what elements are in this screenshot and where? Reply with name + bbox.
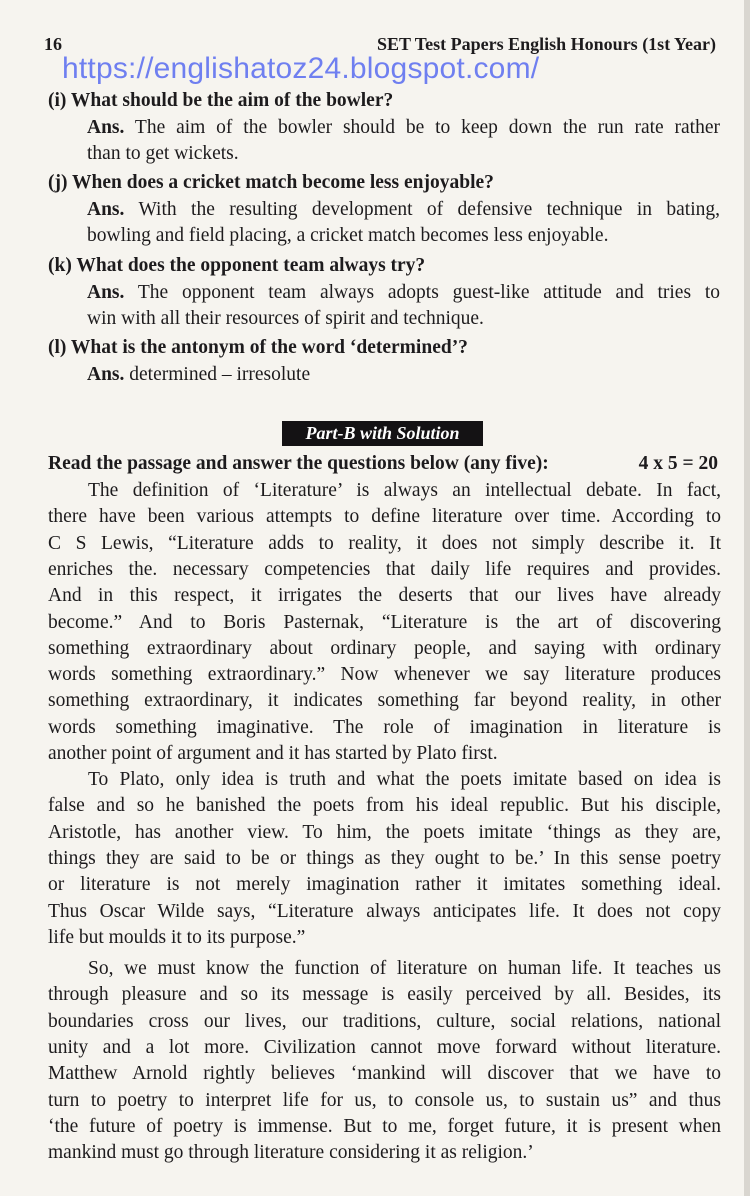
passage-line: Matthew Arnold rightly believes ‘mankind will discover that we have to <box>48 1063 721 1085</box>
question: (j) When does a cricket match become less enjoyable? <box>48 172 494 193</box>
instruction: Read the passage and answer the questions below (any five): <box>48 453 549 474</box>
page-edge-shadow <box>744 0 750 1196</box>
answer-line <box>87 197 720 223</box>
passage-line: or literature is not merely imagination rather it imitates something ideal. <box>48 874 721 896</box>
passage-line: The definition of ‘Literature’ is always an intellectual debate. In fact, <box>88 480 721 501</box>
passage-line: boundaries cross our lives, our traditions, culture, social relations, national <box>48 1010 721 1032</box>
passage-line: mankind must go through literature considering it as religion.’ <box>48 1142 534 1164</box>
answer-text: The opponent team always adopts guest-like attitude and tries to <box>137 282 720 303</box>
passage-line: another point of argument and it has started by Plato first. <box>48 743 498 764</box>
answer-text: determined – irresolute <box>129 364 311 385</box>
passage-line: unity and a lot more. Civilization cannot move forward without literature. <box>48 1036 721 1058</box>
answer-text: win with all their resources of spirit and technique. <box>87 308 484 329</box>
answer-text: The aim of the bowler should be to keep down the run rate rather <box>134 117 720 138</box>
answer-line <box>87 115 720 141</box>
passage-line: through pleasure and so its message is easily perceived by all. Besides, its <box>48 984 721 1006</box>
page-number: 16 <box>44 34 62 54</box>
section-title: Part-B with Solution <box>282 421 483 446</box>
question: (l) What is the antonym of the word ‘determined’? <box>48 337 468 358</box>
passage-line: turn to poetry to interpret life for us, to console us, to sustain us” and thus <box>48 1089 721 1111</box>
passage-line: ‘the future of poetry is immense. But to me, forget future, it is present when <box>48 1115 721 1137</box>
passage-line: To Plato, only idea is truth and what the poets imitate based on idea is <box>88 769 721 790</box>
answer-line <box>87 362 310 388</box>
passage-line: something extraordinary, it indicates something far beyond reality, in other <box>48 690 721 712</box>
passage-line: Thus Oscar Wilde says, “Literature always anticipates life. It does not copy <box>48 900 721 922</box>
question: (i) What should be the aim of the bowler? <box>48 90 394 111</box>
answer-text: bowling and field placing, a cricket match becomes less enjoyable. <box>87 225 609 246</box>
passage-line: words something imaginative. The role of imagination in literature is <box>48 716 721 738</box>
answer-label: Ans. <box>87 117 125 138</box>
answer-line <box>87 141 239 167</box>
passage-line: words something extraordinary.” Now whenever we say literature produces <box>48 664 721 686</box>
passage-line: there have been various attempts to define literature over time. According to <box>48 506 721 528</box>
passage-line: life but moulds it to its purpose.” <box>48 926 306 948</box>
answer-line <box>87 223 608 249</box>
passage-line: false and so he banished the poets from his ideal republic. But his disciple, <box>48 795 721 817</box>
answer-label: Ans. <box>87 199 125 220</box>
answer-label: Ans. <box>87 282 125 303</box>
marks: 4 x 5 = 20 <box>638 453 718 474</box>
passage-line: So, we must know the function of literature on human life. It teaches us <box>88 958 721 979</box>
passage-line: And in this respect, it irrigates the deserts that our lives have already <box>48 585 721 607</box>
answer-line <box>87 306 484 332</box>
passage-line: things they are said to be or things as they ought to be.’ In this sense poetry <box>48 847 721 869</box>
passage-line: enriches the. necessary competencies that daily life requires and provides. <box>48 558 721 580</box>
watermark-url: https://englishatoz24.blogspot.com/ <box>62 52 540 85</box>
passage-line: C S Lewis, “Literature adds to reality, it does not simply describe it. It <box>48 532 721 554</box>
answer-text: With the resulting development of defensive technique in bating, <box>138 199 720 220</box>
running-title: SET Test Papers English Honours (1st Year) <box>376 34 716 54</box>
answer-line <box>87 280 720 306</box>
passage-line: something extraordinary about ordinary people, and saying with ordinary <box>48 637 721 659</box>
passage-line: Aristotle, has another view. To him, the poets imitate ‘things as they are, <box>48 821 721 843</box>
answer-text: than to get wickets. <box>87 143 239 164</box>
answer-label: Ans. <box>87 364 125 385</box>
passage-line: become.” And to Boris Pasternak, “Literature is the art of discovering <box>48 611 721 633</box>
question: (k) What does the opponent team always try? <box>48 255 426 276</box>
